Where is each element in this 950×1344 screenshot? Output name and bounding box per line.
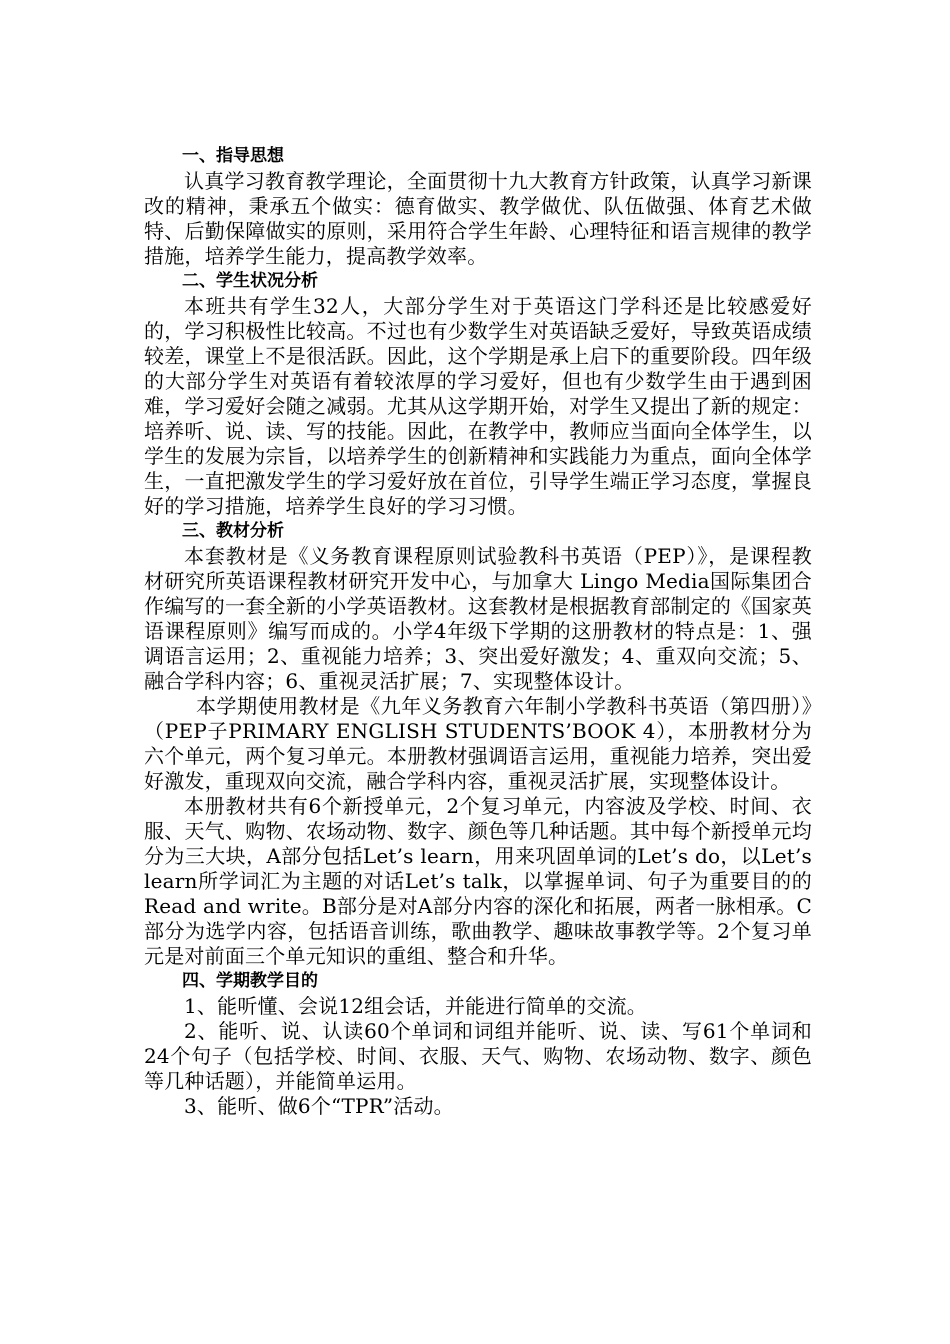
paragraph-student-analysis: 本班共有学生32人，大部分学生对于英语这门学科还是比较感爱好的，学习积极性比较高。不过也有少数学生对英语缺乏爱好，导致英语成绩较差，课堂上不是很活跃。因此，这个学期是承上启下的重要阶段。四年级的大部分学生对英语有着较浓厚的学习爱好，但也有少数学生由于遇到困难，学习爱好会随之减弱。尤其从这学期开始，对学生又提出了新的规定：培养听、说、读、写的技能。因此，在教学中，教师应当面向全体学生，以学生的发展为宗旨，以培养学生的创新精神和实践能力为重点，面向全体学生，一直把激发学生的学习爱好放在首位，引导学生端正学习态度，掌握良好的学习措施，培养学生良好的学习习惯。 — [144, 294, 812, 518]
paragraph-teaching-goal-3: 3、能听、做6个“TPR”活动。 — [184, 1094, 454, 1118]
section-heading-student-analysis: 二、学生状况分析 — [182, 271, 318, 291]
paragraph-teaching-goal-1: 1、能听懂、会说12组会话，并能进行简单的交流。 — [184, 994, 647, 1018]
section-heading-textbook-analysis: 三、教材分析 — [182, 521, 284, 541]
section-heading-guiding-ideology: 一、指导思想 — [182, 146, 284, 166]
paragraph-textbook-analysis-1: 本套教材是《义务教育课程原则试验教科书英语（PEP）》，是课程教材研究所英语课程教材研究开发中心，与加拿大 Lingo Media国际集团合作编写的一套全新的小学英语教材。这套教材是根据教育部制定的《国家英语课程原则》编写而成的。小学4年级下学期的这册教材的特点是：1、强调语言运用；2、重视能力培养；3、突出爱好激发；4、重双向交流；5、融合学科内容；6、重视灵活扩展；7、实现整体设计。 — [144, 544, 812, 693]
paragraph-guiding-ideology: 认真学习教育教学理论，全面贯彻十九大教育方针政策，认真学习新课改的精神，秉承五个做实：德育做实、教学做优、队伍做强、体育艺术做特、后勤保障做实的原则，采用符合学生年龄、心理特征和语言规律的教学措施，培养学生能力，提高教学效率。 — [144, 169, 812, 268]
paragraph-textbook-analysis-2: 本学期使用教材是《九年义务教育六年制小学教科书英语（第四册）》（PEP子PRIMARY ENGLISH STUDENTS’BOOK 4），本册教材分为六个单元，两个复习单元。本册教材强调语言运用，重视能力培养，突出爱好激发，重现双向交流，融合学科内容，重视灵活扩展，实现整体设计。 — [144, 694, 812, 793]
paragraph-teaching-goal-2: 2、能听、说、认读60个单词和词组并能听、说、读、写61个单词和24个句子（包括学校、时间、衣服、天气、购物、农场动物、数字、颜色等几种话题），并能简单运用。 — [144, 1019, 812, 1093]
section-heading-teaching-goals: 四、学期教学目的 — [182, 971, 318, 991]
paragraph-textbook-analysis-3: 本册教材共有6个新授单元，2个复习单元，内容波及学校、时间、衣服、天气、购物、农场动物、数字、颜色等几种话题。其中每个新授单元均分为三大块，A部分包括Let’s learn，用来巩固单词的Let’s do，以Let’s learn所学词汇为主题的对话Let’s talk，以掌握单词、句子为重要目的的Read and write。B部分是对A部分内容的深化和拓展，两者一脉相承。C部分为选学内容，包括语音训练，歌曲教学、趣味故事教学等。2个复习单元是对前面三个单元知识的重组、整合和升华。 — [144, 794, 812, 968]
document-page — [144, 144, 812, 1119]
